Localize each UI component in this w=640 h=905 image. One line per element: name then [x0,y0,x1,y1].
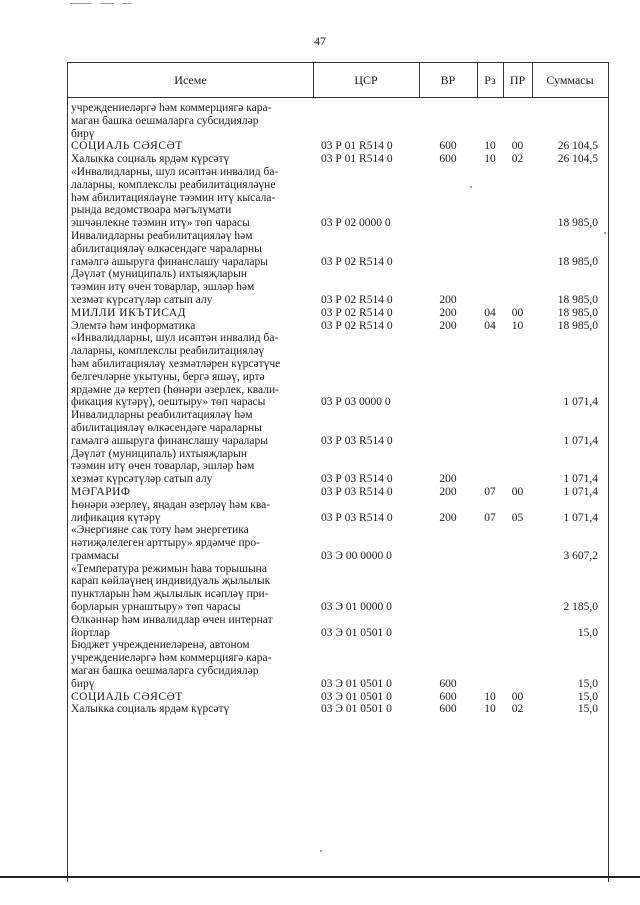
row-csr: 03 Р 02 0000 0 [321,217,391,230]
row-name [68,320,313,333]
row-csr: 03 Р 01 R514 0 [321,140,393,153]
row-pr: 05 [511,511,524,524]
row-csr: 03 Р 03 R514 0 [321,434,393,447]
row-rz: 10 [484,690,496,703]
row-vr: 600 [439,153,457,166]
row-name-line: «Инвалидларны, шул исәптән инвалид ба- [71,165,279,178]
row-name-line: карап көйләүнең индивидуаль җылылык [71,575,271,588]
row-name [68,166,313,230]
table-row [68,691,608,704]
scan-speck [320,850,322,852]
row-name [68,409,313,447]
row-name-line: йортлар [71,626,110,639]
header-name: Исеме [68,63,314,97]
row-pr: 00 [511,690,524,703]
row-vr: 600 [439,140,457,153]
row-name [68,448,313,486]
row-name [68,230,313,268]
row-name [68,614,313,640]
header-rz: Рз [477,63,504,97]
table-row [68,102,608,140]
row-name-line: МӘГАРИФ [71,485,131,498]
row-name-line: Бюджет учреждениеләренә, автоном [71,639,250,652]
row-name-line: Халыкка социаль ярдәм күрсәтү [71,703,230,716]
row-name [68,563,313,614]
row-name-line: абилитацияләү өлкәсендәге чараларны [71,242,262,255]
row-sum: 15,0 [577,626,598,639]
row-csr: 03 Э 00 0000 0 [321,549,392,562]
table-row [68,639,608,690]
row-csr: 03 Р 01 R514 0 [321,153,393,166]
row-sum: 1 071,4 [563,473,598,486]
row-name-line: Инвалидларны реабилитацияләү һәм [71,229,253,242]
row-name-line: гамәлгә ашыруга финанслашу чаралары [71,255,268,268]
table-row [68,320,608,333]
row-rz: 07 [484,511,496,524]
row-name [68,639,313,690]
row-name-line: тәэмин итү өчен товарлар, эшләр һәм [71,281,255,294]
row-sum: 15,0 [577,677,598,690]
row-vr: 600 [439,677,457,690]
row-sum: 1 071,4 [563,396,598,409]
row-csr: 03 Э 01 0501 0 [321,626,392,639]
row-name-line: Һөнәри әзерлеү, яңадан әзерләү һәм ква- [71,498,271,511]
row-name-line: һәм абилитацияләүне тәэмин итү кысала- [71,191,276,204]
row-csr: 03 Э 01 0501 0 [321,690,392,703]
row-csr: 03 Р 03 R514 0 [321,473,393,486]
row-name-line: лификация күтәрү [71,511,161,524]
row-name-line: Элемтә һәм информатика [71,319,196,332]
table-row [68,409,608,447]
row-sum: 18 985,0 [557,319,598,332]
row-name-line: маган башка оешмаларга субсидияләр [71,114,259,127]
table-row [68,499,608,525]
row-name-line: граммасы [71,549,119,562]
row-rz: 04 [484,306,496,319]
row-name [68,499,313,525]
row-name [68,524,313,562]
row-vr: 200 [439,293,457,306]
page-number: 47 [314,34,326,48]
row-rz: 07 [484,485,496,498]
row-name-line: Инвалидларны реабилитацияләү һәм [71,409,253,422]
row-name-line: борларын урнаштыру» төп чарасы [71,601,241,614]
row-sum: 1 071,4 [563,485,598,498]
row-name-line: эшчәнлекне тәэмин итү» төп чарасы [71,217,250,230]
table-row [68,486,608,499]
table-body [68,102,608,716]
row-csr: 03 Э 01 0501 0 [321,677,392,690]
row-name [68,486,313,499]
scan-speck [470,186,472,188]
row-vr: 200 [439,485,457,498]
row-name-line: СОЦИАЛЬ СӘЯСӘТ [71,690,183,703]
row-name-line: Дәүләт (муниципаль) ихтыяҗларын [71,447,248,460]
table-row [68,230,608,268]
row-name-line: «Температура режимын һава торышына [71,562,267,575]
row-name [68,307,313,320]
row-name-line: һәм абилитацияләү хезмәтләрен күрсәтүче [71,357,281,370]
table-row [68,448,608,486]
row-sum: 26 104,5 [557,140,598,153]
row-name [68,703,313,716]
row-sum: 18 985,0 [557,217,598,230]
row-name-line: фикация күтәрү), оештыру» төп чарасы [71,396,266,409]
row-csr: 03 Э 01 0501 0 [321,703,392,716]
row-sum: 15,0 [577,703,598,716]
table-header [68,62,608,98]
row-name-line: МИЛЛИ ИКЪТИСАД [71,306,186,319]
row-csr: 03 Р 03 R514 0 [321,485,393,498]
row-name-line: учреждениеләргә һәм коммерциягә кара- [71,652,272,665]
row-name-line: тәэмин итү өчен товарлар, эшләр һәм [71,460,255,473]
row-name-line: Халыкка социаль ярдәм күрсәтү [71,153,230,166]
row-pr: 02 [511,153,524,166]
row-name-line: «Инвалидларны, шул исәптән инвалид ба- [71,332,279,345]
table-row [68,140,608,153]
row-csr: 03 Р 02 R514 0 [321,293,393,306]
row-sum: 1 071,4 [563,511,598,524]
row-name-line: нәтиҗәлелеген арттыру» ярдәмче про- [71,537,260,550]
row-csr: 03 Р 03 0000 0 [321,396,391,409]
row-name-line: маган башка оешмаларга субсидияләр [71,665,259,678]
row-name-line: рында ведомствоара мәгълүмати [71,204,232,217]
row-sum: 1 071,4 [563,434,598,447]
row-pr: 10 [511,319,524,332]
table-row [68,703,608,716]
row-name [68,140,313,153]
row-sum: 2 185,0 [563,601,598,614]
scan-speck [604,232,606,234]
row-sum: 18 985,0 [557,306,598,319]
row-csr: 03 Р 02 R514 0 [321,255,393,268]
header-csr: ЦСР [313,63,420,97]
row-name [68,102,313,140]
row-pr: 00 [511,306,524,319]
row-vr: 200 [439,306,457,319]
table-row [68,307,608,320]
header-sum: Суммасы [546,73,594,87]
row-vr: 600 [439,690,457,703]
row-sum: 18 985,0 [557,255,598,268]
row-name-line: лаларны, комплекслы реабилитацияләүне [71,178,276,191]
scan-bottom-edge [0,876,640,878]
row-name-line: Өлкәннәр һәм инвалидлар өчен интернат [71,613,273,626]
header-vr: ВР [419,63,478,97]
row-name-line: пунктларын һәм җылылык исәпләү при- [71,588,269,601]
row-name-line: хезмәт күрсәтүләр сатып алу [71,473,213,486]
table-row [68,153,608,166]
row-csr: 03 Р 03 R514 0 [321,511,393,524]
row-csr: 03 Р 02 R514 0 [321,306,393,319]
scan-top-marks [70,0,190,6]
row-rz: 10 [484,140,496,153]
row-name-line: бирү [71,677,95,690]
row-name-line: Дәүләт (муниципаль) ихтыяҗларын [71,268,248,281]
row-sum: 3 607,2 [563,549,598,562]
table-row [68,524,608,562]
row-csr: 03 Э 01 0000 0 [321,601,392,614]
row-vr: 600 [439,703,457,716]
row-name-line: абилитацияләү өлкәсендәге чараларны [71,421,262,434]
row-name-line: хезмәт күрсәтүләр сатып алу [71,293,213,306]
row-name-line: учреждениеләргә һәм коммерциягә кара- [71,102,272,114]
row-name-line: СОЦИАЛЬ СӘЯСӘТ [71,140,183,153]
table-row [68,332,608,409]
row-name [68,332,313,409]
row-name-line: белгечләрне укытуны, бергә яшәү, иртә [71,370,265,383]
row-rz: 10 [484,153,496,166]
row-vr: 200 [439,319,457,332]
row-rz: 10 [484,703,496,716]
row-pr: 00 [511,485,524,498]
row-sum: 15,0 [577,690,598,703]
row-sum: 18 985,0 [557,293,598,306]
budget-table [67,62,609,882]
row-vr: 200 [439,473,457,486]
row-name-line: ярдәмне дә кертеп (һөнәри әзерлек, квали- [71,383,279,396]
row-rz: 04 [484,319,496,332]
table-row [68,166,608,230]
row-csr: 03 Р 02 R514 0 [321,319,393,332]
row-name-line: «Энергияне сак тоту һәм энергетика [71,524,249,537]
row-name-line: лаларны, комплекслы реабилитацияләү [71,345,265,358]
header-pr: ПР [503,63,533,97]
row-pr: 00 [511,140,524,153]
row-name-line: бирү [71,127,95,140]
row-name [68,691,313,704]
row-name [68,268,313,306]
row-name-line: гамәлгә ашыруга финанслашу чаралары [71,434,268,447]
row-name [68,153,313,166]
row-pr: 02 [511,703,524,716]
table-row [68,268,608,306]
row-sum: 26 104,5 [557,153,598,166]
row-vr: 200 [439,511,457,524]
table-row [68,563,608,614]
table-row [68,614,608,640]
